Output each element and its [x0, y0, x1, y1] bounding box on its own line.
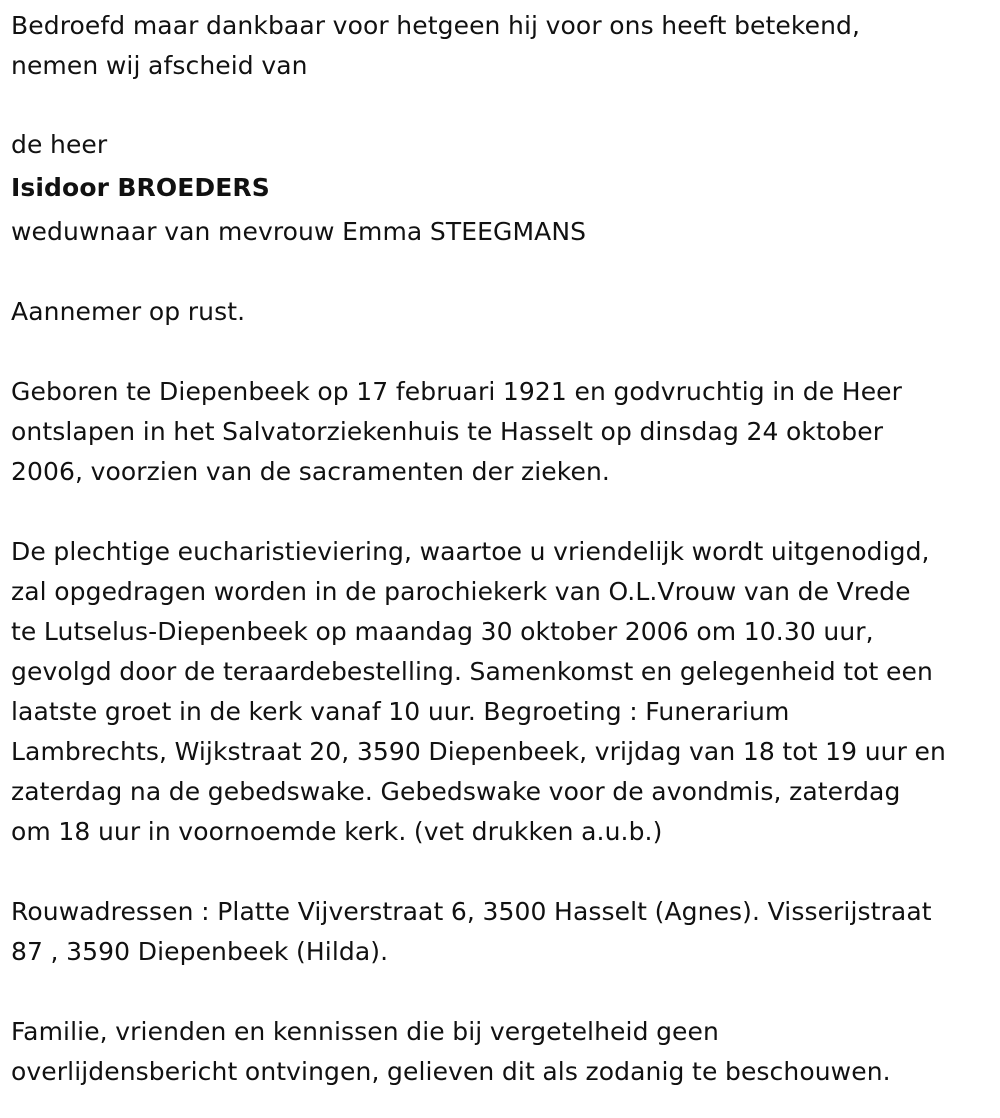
birth-death-paragraph: [11, 372, 996, 492]
ceremony-line: om 18 uur in voornoemde kerk. (vet drukken a.u.b.): [11, 817, 663, 846]
ceremony-line: te Lutselus-Diepenbeek op maandag 30 oktober 2006 om 10.30 uur,: [11, 617, 874, 646]
address-line: 87 , 3590 Diepenbeek (Hilda).: [11, 937, 389, 966]
ceremony-line: Lambrechts, Wijkstraat 20, 3590 Diepenbeek, vrijdag van 18 tot 19 uur en: [11, 737, 946, 766]
paragraph-spacer: [11, 972, 996, 1012]
closing-paragraph: [11, 1012, 996, 1092]
address-paragraph: [11, 892, 996, 972]
intro-line: nemen wij afscheid van: [11, 51, 308, 80]
paragraph-spacer: [11, 252, 996, 292]
ceremony-line: De plechtige eucharistieviering, waartoe u vriendelijk wordt uitgenodigd,: [11, 537, 930, 566]
salutation: de heer: [11, 130, 108, 159]
intro-line: Bedroefd maar dankbaar voor hetgeen hij voor ons heeft betekend,: [11, 11, 861, 40]
birth-death-line: 2006, voorzien van de sacramenten der zieken.: [11, 457, 610, 486]
paragraph-spacer: [11, 86, 996, 126]
address-line: Rouwadressen : Platte Vijverstraat 6, 3500 Hasselt (Agnes). Visserijstraat: [11, 897, 932, 926]
ceremony-paragraph: [11, 532, 996, 852]
ceremony-line: zal opgedragen worden in de parochiekerk van O.L.Vrouw van de Vrede: [11, 577, 911, 606]
paragraph-spacer: [11, 852, 996, 892]
ceremony-line: gevolgd door de teraardebestelling. Samenkomst en gelegenheid tot een: [11, 657, 933, 686]
birth-death-line: Geboren te Diepenbeek op 17 februari 1921 en godvruchtig in de Heer: [11, 377, 903, 406]
closing-line: Familie, vrienden en kennissen die bij vergetelheid geen: [11, 1017, 719, 1046]
paragraph-spacer: [11, 332, 996, 372]
closing-line: overlijdensbericht ontvingen, gelieven dit als zodanig te beschouwen.: [11, 1057, 891, 1086]
deceased-name: Isidoor BROEDERS: [11, 173, 270, 202]
ceremony-line: laatste groet in de kerk vanaf 10 uur. Begroeting : Funerarium: [11, 697, 790, 726]
ceremony-line: zaterdag na de gebedswake. Gebedswake voor de avondmis, zaterdag: [11, 777, 901, 806]
paragraph-spacer: [11, 492, 996, 532]
occupation: Aannemer op rust.: [11, 297, 246, 326]
death-notice: [11, 6, 996, 1092]
widower-line: weduwnaar van mevrouw Emma STEEGMANS: [11, 217, 587, 246]
birth-death-line: ontslapen in het Salvatorziekenhuis te Hasselt op dinsdag 24 oktober: [11, 417, 884, 446]
intro-paragraph: [11, 6, 996, 86]
